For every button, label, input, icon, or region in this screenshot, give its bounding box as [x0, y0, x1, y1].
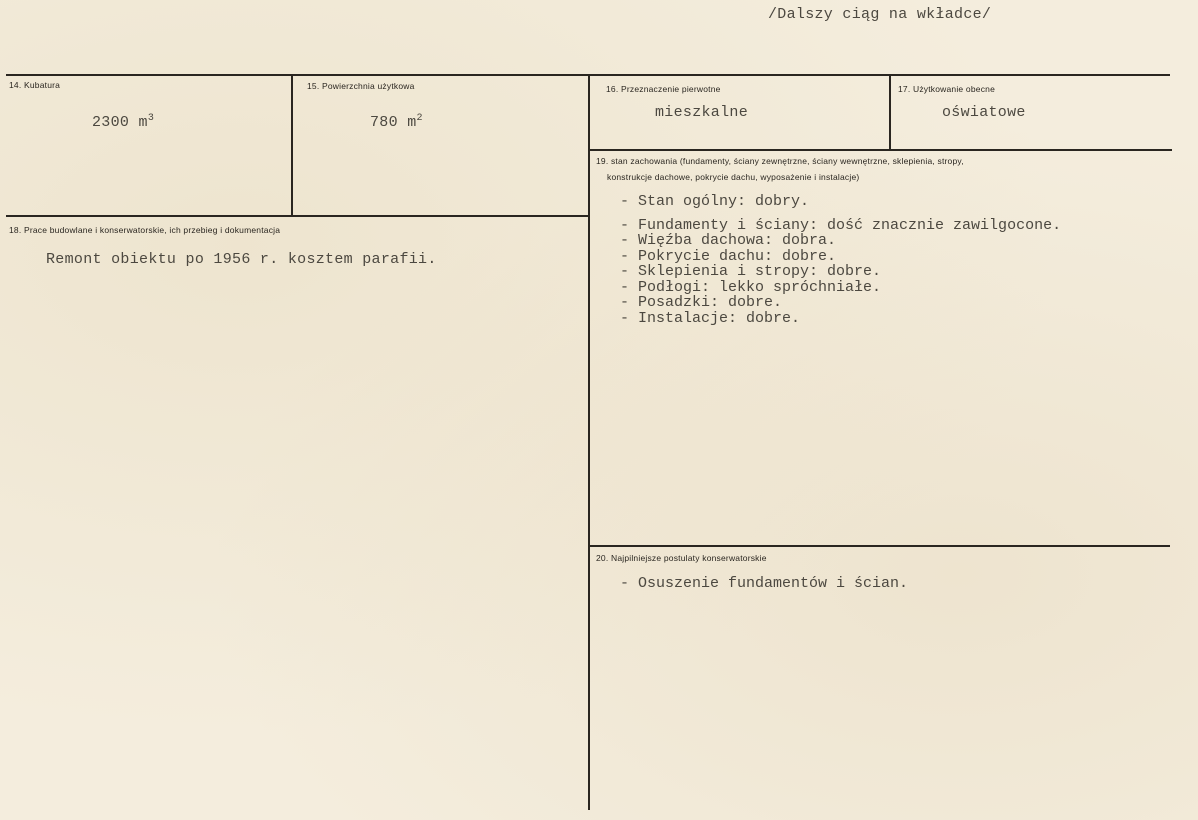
field-15-label: 15. Powierzchnia użytkowa	[307, 81, 415, 91]
cubature-unit-exponent: 3	[147, 113, 155, 124]
condition-item: - Posadzki: dobre.	[620, 294, 783, 311]
field-14-value	[92, 114, 154, 131]
condition-item: - Stan ogólny: dobry.	[620, 193, 810, 210]
divider-14-15	[291, 75, 293, 217]
condition-item: - Sklepienia i stropy: dobre.	[620, 263, 882, 280]
field-18-text: Remont obiektu po 1956 r. kosztem parafii.	[46, 251, 437, 268]
field-14-label: 14. Kubatura	[9, 80, 61, 90]
postulate-item: - Osuszenie fundamentów i ścian.	[620, 575, 909, 592]
cubature-number: 2300 m	[92, 114, 148, 131]
condition-item: - Pokrycie dachu: dobre.	[620, 247, 837, 265]
divider-16-17	[889, 75, 891, 149]
usable-area-unit-exponent: 2	[416, 113, 423, 124]
condition-item: - Więźba dachowa: dobra.	[620, 232, 837, 249]
field-15-value	[370, 114, 423, 131]
condition-item: - Fundamenty i ściany: dość znacznie zawilgocone.	[620, 216, 1062, 234]
condition-list	[620, 194, 1061, 326]
main-column-divider	[588, 75, 590, 810]
usable-area-number: 780 m	[370, 114, 417, 131]
postulates-list	[620, 576, 908, 592]
field-20-label: 20. Najpilniejsze postulaty konserwatorskie	[596, 553, 767, 563]
field-16-label: 16. Przeznaczenie pierwotne	[606, 84, 721, 94]
field-18-label: 18. Prace budowlane i konserwatorskie, ich przebieg i dokumentacja	[9, 225, 281, 235]
field-16-value: mieszkalne	[655, 104, 749, 121]
rule-under-16-17	[590, 149, 1172, 151]
condition-item: - Instalacje: dobre.	[620, 309, 801, 327]
field-19-label-line1: 19. stan zachowania (fundamenty, ściany zewnętrzne, ściany wewnętrzne, sklepienia, stropy,	[596, 156, 964, 166]
condition-item: - Podłogi: lekko spróchniałe.	[620, 278, 882, 296]
rule-above-20	[590, 545, 1170, 547]
rule-under-14-15	[6, 215, 590, 217]
field-17-value: oświatowe	[942, 104, 1026, 121]
field-17-label: 17. Użytkowanie obecne	[898, 84, 996, 94]
continuation-note: /Dalszy ciąg na wkładce/	[768, 6, 992, 23]
field-19-label-line2: konstrukcje dachowe, pokrycie dachu, wyposażenie i instalacje)	[607, 172, 860, 182]
